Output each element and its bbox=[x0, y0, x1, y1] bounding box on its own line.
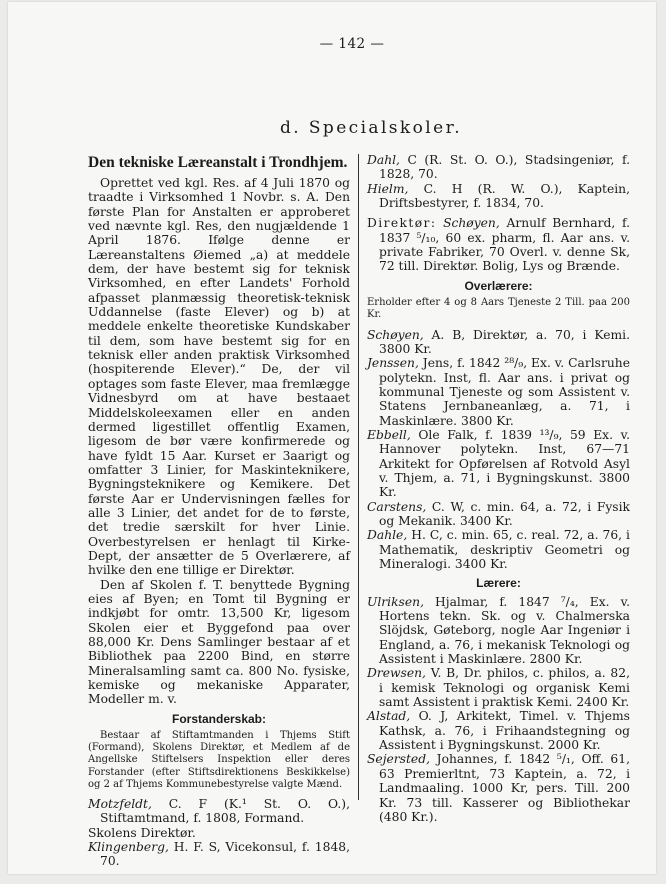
document-page bbox=[8, 2, 656, 874]
board-member bbox=[88, 826, 350, 840]
board-member bbox=[88, 840, 350, 869]
right-column bbox=[367, 153, 630, 824]
member-details: Skolens Direktør. bbox=[88, 825, 196, 840]
senior-teachers-note: Erholder efter 4 og 8 Aars Tjeneste 2 Till. paa 200 Kr. bbox=[367, 297, 630, 321]
board-heading: Forstanderskab: bbox=[171, 711, 267, 726]
teacher-entry bbox=[367, 528, 630, 571]
member-details: C. H (R. W. O.), Kaptein, Driftsbestyrer, f. 1834, 70. bbox=[379, 181, 630, 211]
teacher-details: V. B, Dr. philos, c. philos, a. 82, i kemisk Teknologi og organisk Kemi samt Assistent i praktisk Kemi. 2400 Kr. bbox=[379, 666, 630, 710]
left-column bbox=[88, 153, 350, 869]
teacher-details: A. B, Direktør, a. 70, i Kemi. 3800 Kr. bbox=[379, 327, 630, 356]
description-paragraph: Oprettet ved kgl. Res. af 4 Juli 1870 og traadte i Virksomhed 1 Novbr. s. A. Den første Plan for Anstalten er approberet ved nævnte kgl. Res, den nugjældende 1 April 1876. Ifølge denne er Læreanstaltens Øiemed „a) at meddele dem, der have bestemt sig for teknisk Virksomhed, en efter Landets' Forhold afpasset planmæssig theoretisk-teknisk Uddannelse (faste Elever) og b) at meddele enkelte theoretiske Kundskaber til dem, som have bestemt sig for en teknisk eller anden praktisk Virksomhed (hospiterende Elever).“ De, der vil optages som faste Elever, maa fremlægge Vidnesbyrd om at have bestaaet Middelskoleexamen eller en anden dermed ligestillet offentlig Examen, ligesom de bør være konfirmerede og have fyldt 15 Aar. Kurset er 3aarigt og omfatter 3 Linier, for Maskinteknikere, Bygningsteknikere og Kemikere. Det første Aar er Undervisningen fælles for alle 3 Linier, det andet for de to første, det tredie særskilt for hver Linie. Overbestyrelsen er henlagt til Kirke-Dept, der ansætter de 5 Overlærere, af hvilke den ene tillige er Direktør. bbox=[88, 176, 350, 578]
section-heading: d. Specialskoler. bbox=[280, 118, 463, 138]
member-name: Klingenberg, bbox=[88, 840, 169, 855]
teacher-details: Johannes, f. 1842 ⁵/₁, Off. 61, 63 Premierltnt, 73 Kaptein, a. 72, i Landmaaling. 1000 Kr, pers. Till. 200 Kr. 73 till. Kasserer og Bibliothekar (480 Kr.). bbox=[379, 752, 630, 824]
member-name: Dahl, bbox=[367, 153, 400, 167]
column-divider bbox=[358, 154, 359, 800]
teacher-name: Alstad, bbox=[367, 709, 411, 724]
senior-teachers-heading: Overlærere: bbox=[464, 278, 533, 293]
teacher-name: Dahle, bbox=[367, 528, 408, 543]
teachers-heading: Lærere: bbox=[476, 576, 521, 591]
member-name: Motzfeldt, bbox=[88, 797, 152, 812]
teacher-name: Jenssen, bbox=[367, 356, 419, 371]
teacher-name: Ebbell, bbox=[367, 427, 411, 442]
member-name: Hielm, bbox=[367, 181, 409, 196]
teacher-name: Sejersted, bbox=[367, 752, 430, 767]
teacher-entry bbox=[367, 595, 630, 667]
member-details: C. F (K.¹ St. O. O.), Stiftamtmand, f. 1808, Formand. bbox=[100, 797, 350, 826]
director-details: Arnulf Bernhard, f. 1837 ⁵/₁₀, 60 ex. pharm, fl. Aar ans. v. private Fabriker, 70 Overl. v. denne Sk, 72 till. Direktør. Bolig, Lys og Brænde. bbox=[379, 216, 630, 274]
teacher-details: H. C, c. min. 65, c. real. 72, a. 76, i Mathematik, deskriptiv Geometri og Mineralogi. 3400 Kr. bbox=[379, 528, 630, 571]
director-name: Schøyen, bbox=[443, 216, 500, 231]
director-label: Direktør: bbox=[367, 216, 437, 231]
teacher-details: Hjalmar, f. 1847 ⁷/₄, Ex. v. Hortens tekn. Sk. og v. Chalmerska Slöjdsk, Gøteborg, nogle Aar Ingeniør i England, a. 76, i mekanisk Teknologi og Assistent i Maskinlære. 2800 Kr. bbox=[379, 594, 630, 667]
director-entry bbox=[367, 216, 630, 273]
teacher-entry bbox=[367, 428, 630, 500]
teacher-name: Carstens, bbox=[367, 499, 427, 514]
teacher-entry bbox=[367, 356, 630, 428]
page-number: — 142 — bbox=[319, 36, 385, 52]
institution-title: Den tekniske Læreanstalt i Trondhjem. bbox=[88, 154, 348, 171]
teacher-entry bbox=[367, 500, 630, 529]
member-details: H. F. S, Vicekonsul, f. 1848, 70. bbox=[100, 840, 350, 869]
teacher-name: Drewsen, bbox=[367, 666, 426, 681]
teacher-details: Jens, f. 1842 ²⁸/₉, Ex. v. Carlsruhe polytekn. Inst, fl. Aar ans. i privat og kommunal Tjeneste og som Assistent v. Statens Jernbaneanlæg, a. 71, i Maskinlære. 3800 Kr. bbox=[379, 356, 630, 428]
board-member bbox=[88, 797, 350, 826]
teacher-details: O. J, Arkitekt, Timel. v. Thjems Kathsk, a. 76, i Frihaandstegning og Assistent i Bygningskunst. 2000 Kr. bbox=[379, 709, 630, 753]
teacher-entry bbox=[367, 666, 630, 709]
teacher-details: Ole Falk, f. 1839 ¹³/₉, 59 Ex. v. Hannover polytekn. Inst, 67—71 Arkitekt for Opførelsen af Rotvold Asyl v. Thjem, a. 71, i Bygningskunst. 3800 Kr. bbox=[379, 427, 630, 500]
teacher-entry bbox=[367, 328, 630, 357]
member-details: C (R. St. O. O.), Stadsingeniør, f. 1828, 70. bbox=[379, 153, 630, 182]
board-member bbox=[367, 153, 630, 182]
board-note: Bestaar af Stiftamtmanden i Thjems Stift (Formand), Skolens Direktør, et Medlem af de Angellske Stiftelsers Inspektion eller deres Forstander (efter Stiftsdirektionens Beskikkelse) og 2 af Thjems Kommunebestyrelse valgte Mænd. bbox=[88, 730, 350, 790]
board-member bbox=[367, 182, 630, 211]
facilities-paragraph: Den af Skolen f. T. benyttede Bygning eies af Byen; en Tomt til Bygning er indkjøbt for omtr. 13,500 Kr, ligesom Skolen eier et Byggefond paa over 88,000 Kr. Dens Samlinger bestaar af et Bibliothek paa 2200 Bind, en større Mineralsamling samt ca. 800 No. fysiske, kemiske og mekaniske Apparater, Modeller m. v. bbox=[88, 577, 350, 707]
teacher-details: C. W, c. min. 64, a. 72, i Fysik og Mekanik. 3400 Kr. bbox=[379, 499, 630, 528]
teacher-entry bbox=[367, 709, 630, 752]
teacher-name: Schøyen, bbox=[367, 327, 424, 342]
teacher-name: Ulriksen, bbox=[367, 594, 424, 609]
teacher-entry bbox=[367, 752, 630, 824]
